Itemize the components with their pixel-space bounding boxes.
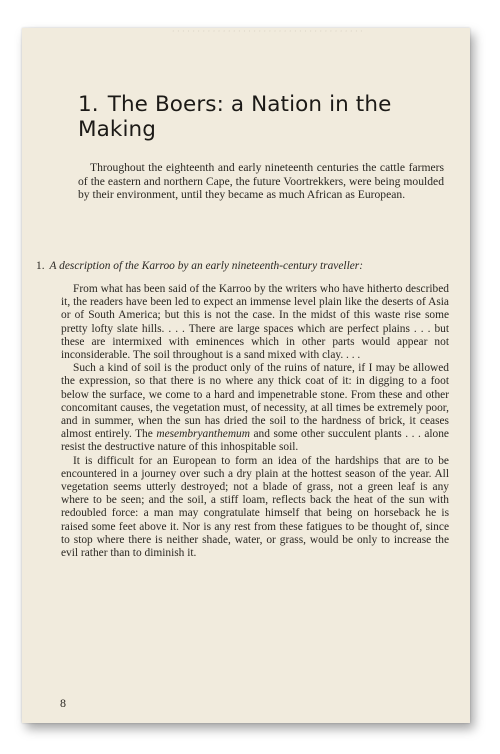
paragraph-2-text-a: Such a kind of soil is the product only of the ruins of nature, if I may be allowed the expression, so that there is no where any thick coat of it: in digging to a foot below the surface, we come to a hard and impenetrable stone. From these and other concomitant causes, the vegetation must, of necessity, at all times be extremely poor, and in summer, when the sun has dried the soil to the hardness of brick, it ceases almost entirely. The [61, 362, 449, 441]
paragraph-3 [61, 455, 449, 561]
paragraph-1-text: From what has been said of the Karroo by the writers who have hitherto described it, the readers have been led to expect an immense level plain like the deserts of Asia or of South America; but this is not the case. In the midst of this waste rise some pretty lofty slate hills. . . . There are large spaces which are perfect plains . . . but these are intermixed with eminences which in other parts would appear not inconsiderable. The soil throughout is a sand mixed with clay. . . . [61, 283, 449, 362]
paragraph-2-text-b: and some other succulent plants . . . alone resist the destructive nature of this inhospitable soil. [61, 428, 449, 454]
chapter-title-text: The Boers: a Nation in the Making [78, 92, 392, 142]
chapter-number: 1. [78, 92, 99, 117]
page-number: 8 [60, 696, 66, 710]
section-number: 1. [36, 260, 45, 272]
paragraph-3-text: It is difficult for an European to form an idea of the hardships that are to be encountered in a journey over such a dry plain at the hottest season of the year. All vegetation seems utterly destroyed; not a blade of grass, not a green leaf is any where to be seen; and the soil, a stiff loam, reflects back the heat of the sun with redoubled force: a man may congratulate himself that being on horseback he is raised some feet above it. Nor is any rest from these fatigues to be thought of, since to stop where there is neither shade, water, or grass, would be only to increase the evil rather than to diminish it. [61, 454, 449, 560]
quoted-passage [61, 283, 449, 560]
plant-name-italic: mesembryanthemum [156, 428, 250, 441]
section-heading-text: A description of the Karroo by an early nineteenth-century traveller: [49, 260, 364, 272]
section-heading [36, 260, 456, 273]
chapter-title [78, 92, 438, 142]
paragraph-1 [61, 283, 449, 362]
chapter-intro: Throughout the eighteenth and early nineteenth centuries the cattle farmers of the eastern and northern Cape, the future Voortrekkers, were being moulded by their environment, until they became as much African as European. [78, 161, 444, 201]
paragraph-2 [61, 362, 449, 454]
show-through-text: · · · · · · · · · · · · · · · · · · · · · · · · · · · · · · · · · · · · · · [172, 28, 363, 36]
book-page [22, 28, 470, 723]
